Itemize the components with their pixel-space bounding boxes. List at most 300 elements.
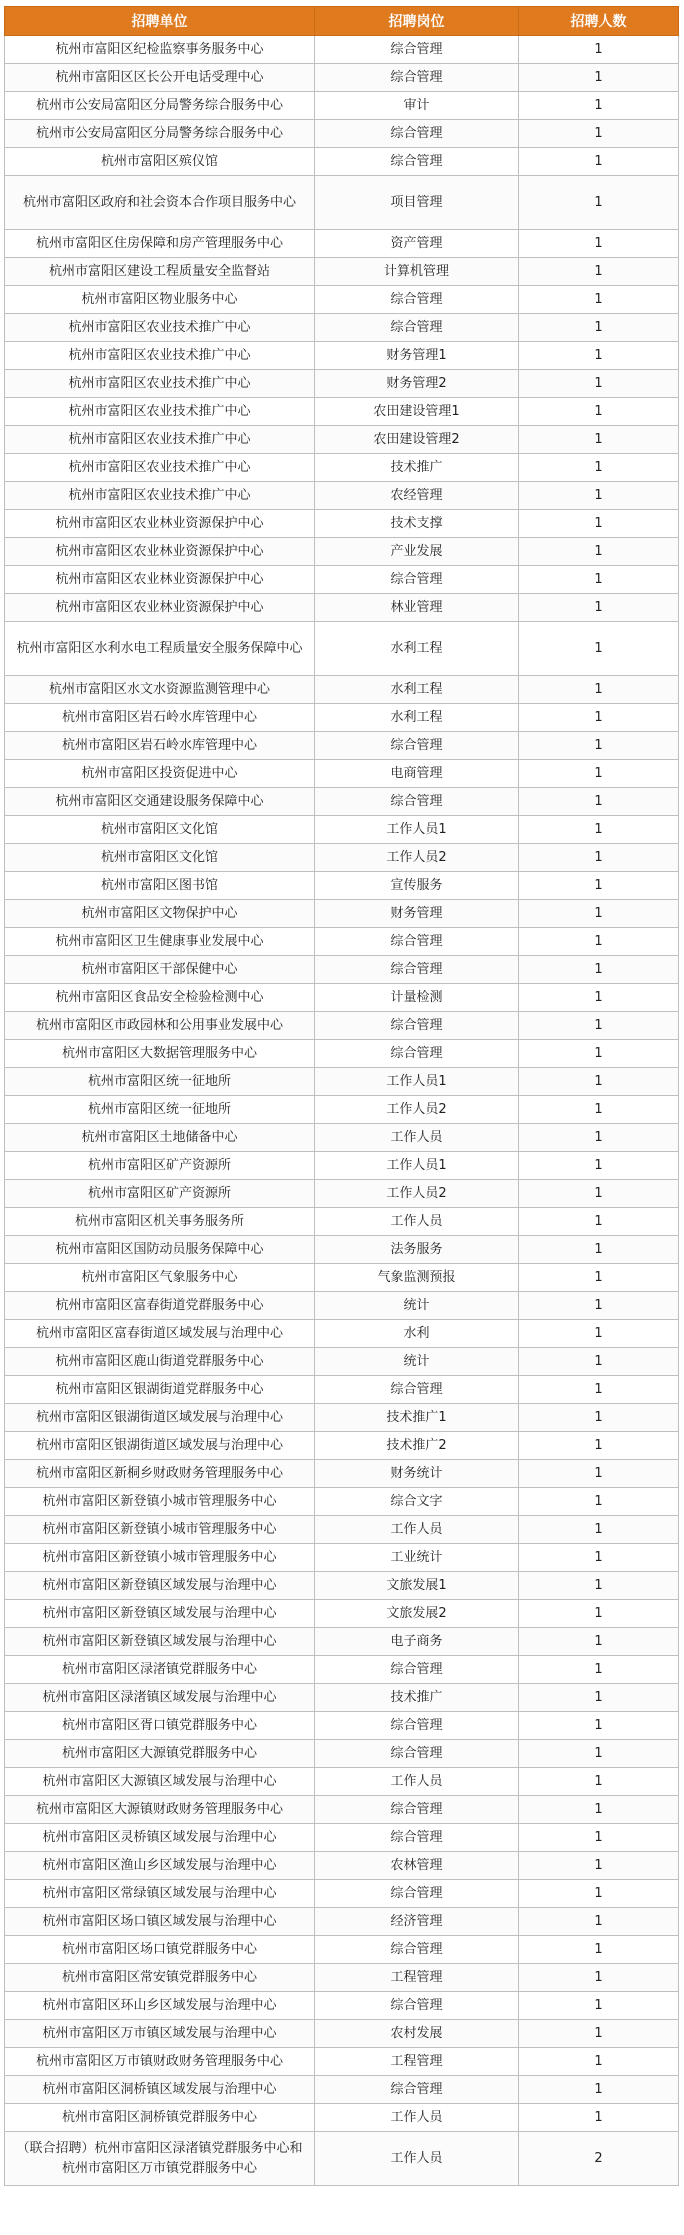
cell-position: 综合文字 [315,1488,519,1516]
table-row [5,1908,679,1936]
table-row [5,1628,679,1656]
cell-count: 1 [519,1012,679,1040]
table-row [5,1656,679,1684]
cell-unit: 杭州市富阳区水文水资源监测管理中心 [5,676,315,704]
cell-position: 技术推广1 [315,1404,519,1432]
cell-count: 1 [519,1572,679,1600]
cell-unit: 杭州市富阳区万市镇财政财务管理服务中心 [5,2048,315,2076]
cell-count: 1 [519,1796,679,1824]
table-row [5,816,679,844]
cell-position: 农田建设管理2 [315,426,519,454]
table-row [5,928,679,956]
cell-unit: 杭州市富阳区岩石岭水库管理中心 [5,732,315,760]
table-row [5,1320,679,1348]
cell-unit: 杭州市富阳区常绿镇区域发展与治理中心 [5,1880,315,1908]
cell-unit: 杭州市富阳区新桐乡财政财务管理服务中心 [5,1460,315,1488]
cell-unit: 杭州市富阳区住房保障和房产管理服务中心 [5,230,315,258]
cell-position: 水利工程 [315,704,519,732]
cell-unit: 杭州市富阳区胥口镇党群服务中心 [5,1712,315,1740]
table-row [5,2020,679,2048]
cell-position: 综合管理 [315,1040,519,1068]
table-header-row [5,7,679,36]
cell-position: 综合管理 [315,566,519,594]
cell-position: 综合管理 [315,1712,519,1740]
cell-count: 1 [519,1600,679,1628]
table-row [5,1180,679,1208]
table-row [5,426,679,454]
cell-unit: 杭州市富阳区新登镇区域发展与治理中心 [5,1628,315,1656]
cell-position: 综合管理 [315,732,519,760]
cell-position: 计量检测 [315,984,519,1012]
cell-position: 技术支撑 [315,510,519,538]
cell-position: 计算机管理 [315,258,519,286]
cell-unit: 杭州市富阳区农业林业资源保护中心 [5,566,315,594]
table-row [5,482,679,510]
cell-position: 审计 [315,92,519,120]
cell-unit: 杭州市富阳区渌渚镇党群服务中心 [5,1656,315,1684]
cell-count: 1 [519,1432,679,1460]
table-row [5,1516,679,1544]
cell-unit: 杭州市富阳区水利水电工程质量安全服务保障中心 [5,622,315,676]
cell-position: 工作人员2 [315,844,519,872]
cell-unit: 杭州市富阳区农业技术推广中心 [5,482,315,510]
cell-count: 1 [519,176,679,230]
cell-position: 工业统计 [315,1544,519,1572]
cell-count: 1 [519,1852,679,1880]
cell-count: 1 [519,872,679,900]
cell-count: 1 [519,1180,679,1208]
table-row [5,788,679,816]
cell-count: 1 [519,760,679,788]
cell-unit: 杭州市富阳区国防动员服务保障中心 [5,1236,315,1264]
cell-position: 财务管理 [315,900,519,928]
cell-count: 1 [519,314,679,342]
cell-count: 1 [519,1768,679,1796]
cell-unit: 杭州市富阳区新登镇小城市管理服务中心 [5,1544,315,1572]
table-row [5,1152,679,1180]
cell-position: 工程管理 [315,1964,519,1992]
cell-position: 综合管理 [315,148,519,176]
cell-unit: 杭州市富阳区大源镇区域发展与治理中心 [5,1768,315,1796]
cell-unit: 杭州市富阳区新登镇小城市管理服务中心 [5,1488,315,1516]
cell-unit: 杭州市富阳区纪检监察事务服务中心 [5,36,315,64]
cell-position: 农林管理 [315,1852,519,1880]
cell-position: 工作人员1 [315,816,519,844]
cell-count: 1 [519,1544,679,1572]
cell-unit: 杭州市富阳区银湖街道区域发展与治理中心 [5,1432,315,1460]
cell-count: 1 [519,1964,679,1992]
cell-position: 综合管理 [315,2076,519,2104]
recruitment-table [4,6,679,2186]
cell-unit: 杭州市富阳区农业林业资源保护中心 [5,594,315,622]
cell-unit: 杭州市富阳区场口镇党群服务中心 [5,1936,315,1964]
cell-unit: 杭州市富阳区物业服务中心 [5,286,315,314]
cell-count: 1 [519,1684,679,1712]
cell-position: 技术推广 [315,454,519,482]
cell-unit: 杭州市富阳区农业技术推广中心 [5,342,315,370]
cell-unit: 杭州市富阳区岩石岭水库管理中心 [5,704,315,732]
cell-position: 工作人员2 [315,1180,519,1208]
cell-position: 综合管理 [315,1012,519,1040]
cell-count: 1 [519,732,679,760]
cell-count: 1 [519,1208,679,1236]
cell-count: 1 [519,426,679,454]
cell-count: 1 [519,1348,679,1376]
cell-position: 工作人员2 [315,1096,519,1124]
cell-count: 2 [519,2132,679,2186]
table-row [5,370,679,398]
table-row [5,1236,679,1264]
table-row [5,1768,679,1796]
table-row [5,1264,679,1292]
cell-unit: 杭州市富阳区渔山乡区域发展与治理中心 [5,1852,315,1880]
cell-unit: 杭州市富阳区文物保护中心 [5,900,315,928]
cell-unit: 杭州市富阳区图书馆 [5,872,315,900]
cell-unit: 杭州市富阳区投资促进中心 [5,760,315,788]
table-row [5,510,679,538]
cell-position: 财务管理2 [315,370,519,398]
cell-count: 1 [519,1992,679,2020]
table-row [5,2104,679,2132]
header-unit: 招聘单位 [5,7,315,36]
table-row [5,398,679,426]
table-row [5,538,679,566]
cell-count: 1 [519,956,679,984]
table-row [5,622,679,676]
cell-unit: 杭州市富阳区富春街道党群服务中心 [5,1292,315,1320]
cell-count: 1 [519,1936,679,1964]
cell-unit: 杭州市富阳区食品安全检验检测中心 [5,984,315,1012]
cell-unit: 杭州市富阳区渌渚镇区域发展与治理中心 [5,1684,315,1712]
cell-position: 综合管理 [315,286,519,314]
cell-position: 宣传服务 [315,872,519,900]
cell-count: 1 [519,1516,679,1544]
cell-count: 1 [519,566,679,594]
cell-count: 1 [519,92,679,120]
cell-count: 1 [519,1712,679,1740]
cell-count: 1 [519,788,679,816]
cell-unit: 杭州市富阳区区长公开电话受理中心 [5,64,315,92]
cell-unit: 杭州市富阳区干部保健中心 [5,956,315,984]
cell-count: 1 [519,1628,679,1656]
cell-count: 1 [519,594,679,622]
cell-unit: 杭州市富阳区农业技术推广中心 [5,454,315,482]
cell-position: 技术推广 [315,1684,519,1712]
cell-unit: 杭州市富阳区殡仪馆 [5,148,315,176]
cell-unit: 杭州市富阳区大数据管理服务中心 [5,1040,315,1068]
cell-position: 经济管理 [315,1908,519,1936]
cell-count: 1 [519,1908,679,1936]
cell-unit: 杭州市富阳区机关事务服务所 [5,1208,315,1236]
table-row [5,1012,679,1040]
table-row [5,676,679,704]
table-row [5,454,679,482]
table-row [5,1348,679,1376]
cell-count: 1 [519,230,679,258]
cell-unit: 杭州市富阳区市政园林和公用事业发展中心 [5,1012,315,1040]
cell-position: 综合管理 [315,64,519,92]
table-row [5,566,679,594]
cell-count: 1 [519,1488,679,1516]
cell-count: 1 [519,2104,679,2132]
table-row [5,1880,679,1908]
cell-count: 1 [519,342,679,370]
cell-count: 1 [519,1740,679,1768]
table-body [5,36,679,2186]
cell-position: 技术推广2 [315,1432,519,1460]
table-row [5,594,679,622]
cell-unit: 杭州市富阳区统一征地所 [5,1068,315,1096]
cell-unit: 杭州市富阳区新登镇区域发展与治理中心 [5,1572,315,1600]
cell-position: 综合管理 [315,1824,519,1852]
table-row [5,148,679,176]
table-row [5,1432,679,1460]
table-row [5,1096,679,1124]
table-row [5,900,679,928]
cell-count: 1 [519,286,679,314]
cell-count: 1 [519,258,679,286]
cell-position: 统计 [315,1292,519,1320]
cell-position: 财务统计 [315,1460,519,1488]
cell-position: 综合管理 [315,1880,519,1908]
cell-count: 1 [519,1040,679,1068]
cell-unit: 杭州市富阳区洞桥镇党群服务中心 [5,2104,315,2132]
table-row [5,956,679,984]
table-row [5,230,679,258]
cell-position: 工作人员 [315,1516,519,1544]
cell-unit: 杭州市富阳区建设工程质量安全监督站 [5,258,315,286]
cell-position: 综合管理 [315,788,519,816]
cell-count: 1 [519,1124,679,1152]
cell-position: 工作人员 [315,2104,519,2132]
cell-position: 文旅发展2 [315,1600,519,1628]
cell-unit: 杭州市富阳区灵桥镇区域发展与治理中心 [5,1824,315,1852]
table-row [5,2076,679,2104]
cell-unit: 杭州市富阳区卫生健康事业发展中心 [5,928,315,956]
cell-count: 1 [519,1460,679,1488]
cell-count: 1 [519,1376,679,1404]
table-row [5,342,679,370]
cell-unit: 杭州市富阳区大源镇党群服务中心 [5,1740,315,1768]
table-row [5,1208,679,1236]
cell-unit: 杭州市富阳区场口镇区域发展与治理中心 [5,1908,315,1936]
cell-unit: 杭州市富阳区农业林业资源保护中心 [5,510,315,538]
cell-count: 1 [519,1096,679,1124]
table-row [5,176,679,230]
cell-unit: 杭州市富阳区常安镇党群服务中心 [5,1964,315,1992]
table-row [5,760,679,788]
table-row [5,1404,679,1432]
cell-position: 产业发展 [315,538,519,566]
cell-position: 综合管理 [315,1796,519,1824]
cell-position: 综合管理 [315,314,519,342]
cell-position: 工作人员 [315,1124,519,1152]
cell-unit: 杭州市富阳区银湖街道区域发展与治理中心 [5,1404,315,1432]
cell-count: 1 [519,120,679,148]
cell-position: 综合管理 [315,1376,519,1404]
table-row [5,64,679,92]
cell-unit: 杭州市富阳区新登镇区域发展与治理中心 [5,1600,315,1628]
cell-unit: 杭州市富阳区政府和社会资本合作项目服务中心 [5,176,315,230]
cell-count: 1 [519,398,679,426]
table-row [5,36,679,64]
cell-unit: 杭州市富阳区环山乡区域发展与治理中心 [5,1992,315,2020]
table-row [5,2132,679,2186]
cell-position: 文旅发展1 [315,1572,519,1600]
cell-count: 1 [519,1264,679,1292]
table-row [5,1992,679,2020]
table-row [5,1964,679,1992]
cell-unit: 杭州市富阳区文化馆 [5,844,315,872]
cell-unit: （联合招聘）杭州市富阳区渌渚镇党群服务中心和杭州市富阳区万市镇党群服务中心 [5,2132,315,2186]
cell-count: 1 [519,538,679,566]
cell-count: 1 [519,1656,679,1684]
cell-position: 农经管理 [315,482,519,510]
cell-count: 1 [519,454,679,482]
cell-count: 1 [519,370,679,398]
table-row [5,1740,679,1768]
cell-position: 资产管理 [315,230,519,258]
table-row [5,1376,679,1404]
cell-position: 综合管理 [315,36,519,64]
header-position: 招聘岗位 [315,7,519,36]
table-row [5,1460,679,1488]
recruitment-table-container [4,6,678,2186]
cell-count: 1 [519,816,679,844]
cell-position: 农田建设管理1 [315,398,519,426]
cell-count: 1 [519,1880,679,1908]
cell-unit: 杭州市公安局富阳区分局警务综合服务中心 [5,92,315,120]
table-row [5,1852,679,1880]
cell-count: 1 [519,1292,679,1320]
cell-count: 1 [519,482,679,510]
cell-unit: 杭州市富阳区统一征地所 [5,1096,315,1124]
table-row [5,1936,679,1964]
cell-position: 项目管理 [315,176,519,230]
cell-count: 1 [519,148,679,176]
cell-unit: 杭州市富阳区洞桥镇区域发展与治理中心 [5,2076,315,2104]
table-row [5,732,679,760]
cell-unit: 杭州市富阳区文化馆 [5,816,315,844]
cell-position: 综合管理 [315,928,519,956]
cell-unit: 杭州市公安局富阳区分局警务综合服务中心 [5,120,315,148]
cell-count: 1 [519,676,679,704]
cell-unit: 杭州市富阳区鹿山街道党群服务中心 [5,1348,315,1376]
cell-count: 1 [519,1236,679,1264]
cell-unit: 杭州市富阳区农业林业资源保护中心 [5,538,315,566]
cell-count: 1 [519,622,679,676]
cell-position: 工作人员1 [315,1152,519,1180]
cell-unit: 杭州市富阳区农业技术推广中心 [5,314,315,342]
cell-position: 水利工程 [315,676,519,704]
cell-unit: 杭州市富阳区农业技术推广中心 [5,398,315,426]
cell-unit: 杭州市富阳区银湖街道党群服务中心 [5,1376,315,1404]
cell-unit: 杭州市富阳区万市镇区域发展与治理中心 [5,2020,315,2048]
table-row [5,314,679,342]
table-row [5,2048,679,2076]
cell-count: 1 [519,2020,679,2048]
cell-count: 1 [519,1824,679,1852]
table-row [5,258,679,286]
cell-position: 综合管理 [315,1936,519,1964]
table-row [5,872,679,900]
cell-count: 1 [519,36,679,64]
cell-unit: 杭州市富阳区交通建设服务保障中心 [5,788,315,816]
cell-position: 气象监测预报 [315,1264,519,1292]
cell-position: 综合管理 [315,1992,519,2020]
table-row [5,1572,679,1600]
cell-unit: 杭州市富阳区气象服务中心 [5,1264,315,1292]
cell-position: 综合管理 [315,120,519,148]
cell-position: 统计 [315,1348,519,1376]
cell-position: 水利 [315,1320,519,1348]
cell-position: 综合管理 [315,1740,519,1768]
cell-unit: 杭州市富阳区农业技术推广中心 [5,426,315,454]
cell-position: 工作人员 [315,1208,519,1236]
cell-position: 林业管理 [315,594,519,622]
cell-count: 1 [519,1320,679,1348]
cell-count: 1 [519,2076,679,2104]
table-row [5,1488,679,1516]
cell-count: 1 [519,900,679,928]
cell-count: 1 [519,928,679,956]
cell-unit: 杭州市富阳区大源镇财政财务管理服务中心 [5,1796,315,1824]
cell-count: 1 [519,844,679,872]
table-row [5,1600,679,1628]
cell-count: 1 [519,64,679,92]
table-row [5,1684,679,1712]
cell-position: 财务管理1 [315,342,519,370]
table-row [5,704,679,732]
cell-position: 农村发展 [315,2020,519,2048]
table-row [5,1712,679,1740]
cell-unit: 杭州市富阳区矿产资源所 [5,1152,315,1180]
cell-count: 1 [519,1404,679,1432]
table-row [5,844,679,872]
table-row [5,1824,679,1852]
cell-position: 工作人员1 [315,1068,519,1096]
table-row [5,984,679,1012]
cell-position: 工作人员 [315,1768,519,1796]
cell-count: 1 [519,704,679,732]
cell-count: 1 [519,1152,679,1180]
cell-position: 电商管理 [315,760,519,788]
table-row [5,1040,679,1068]
cell-position: 法务服务 [315,1236,519,1264]
table-row [5,1124,679,1152]
cell-unit: 杭州市富阳区农业技术推广中心 [5,370,315,398]
cell-position: 综合管理 [315,1656,519,1684]
cell-count: 1 [519,1068,679,1096]
table-row [5,1796,679,1824]
cell-position: 工程管理 [315,2048,519,2076]
table-row [5,1544,679,1572]
table-row [5,286,679,314]
cell-unit: 杭州市富阳区矿产资源所 [5,1180,315,1208]
cell-position: 水利工程 [315,622,519,676]
cell-unit: 杭州市富阳区新登镇小城市管理服务中心 [5,1516,315,1544]
table-row [5,1292,679,1320]
cell-count: 1 [519,2048,679,2076]
cell-position: 综合管理 [315,956,519,984]
cell-position: 工作人员 [315,2132,519,2186]
cell-unit: 杭州市富阳区富春街道区域发展与治理中心 [5,1320,315,1348]
table-row [5,1068,679,1096]
table-row [5,92,679,120]
cell-count: 1 [519,984,679,1012]
cell-unit: 杭州市富阳区土地储备中心 [5,1124,315,1152]
cell-count: 1 [519,510,679,538]
